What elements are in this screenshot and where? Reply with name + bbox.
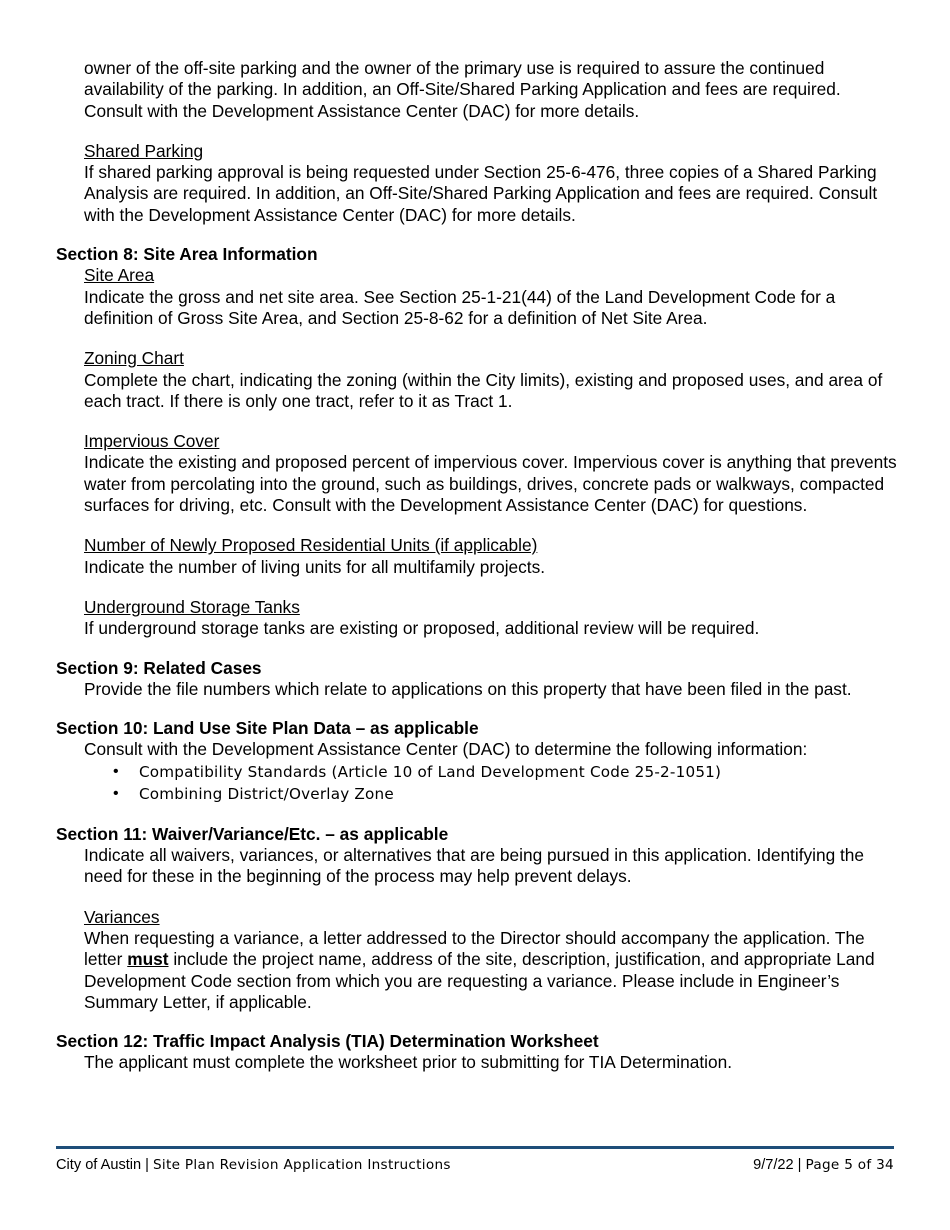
- subheading-residential-units: Number of Newly Proposed Residential Units (if applicable): [84, 535, 538, 556]
- paragraph: The applicant must complete the worksheet prior to submitting for TIA Determination.: [84, 1052, 733, 1073]
- subheading-shared-parking: Shared Parking: [84, 140, 204, 161]
- paragraph: Indicate the existing and proposed percent of impervious cover. Impervious cover is anything that prevents water from percolating into the ground, such as buildings, drives, concrete pads or walkways, compacted surfaces for driving, etc. Consult with the Development Assistance Center (DAC) for questions.: [84, 452, 897, 516]
- footer-separator: |: [797, 1157, 802, 1173]
- section-8-title: Section 8: Site Area Information: [56, 244, 318, 265]
- tia-block: [84, 1052, 902, 1073]
- variance-text-end: include the project name, address of the site, description, justification, and appropriate Land Development Code section from which you are requesting a variance. Please include in Engineer’s Summary Letter, if applicable.: [84, 949, 875, 1012]
- footer-divider: [56, 1146, 894, 1149]
- paragraph: Consult with the Development Assistance Center (DAC) to determine the following information:: [84, 739, 808, 760]
- page-footer: [56, 1155, 894, 1175]
- subheading-zoning-chart: Zoning Chart: [84, 348, 184, 369]
- site-area-block: [84, 265, 902, 329]
- list-item: • Compatibility Standards (Article 10 of Land Development Code 25-2-1051): [113, 761, 902, 784]
- paragraph: [84, 928, 902, 1013]
- waiver-block: [84, 845, 902, 888]
- footer-separator: |: [145, 1157, 149, 1173]
- variance-text-start: When requesting a variance, a letter addressed to the Director should accompany the application. The letter: [84, 927, 865, 970]
- residential-units-block: [84, 535, 902, 578]
- section-12-title: Section 12: Traffic Impact Analysis (TIA) Determination Worksheet: [56, 1031, 599, 1052]
- paragraph: Indicate all waivers, variances, or alternatives that are being pursued in this application. Identifying the need for these in the beginning of the process may help prevent delays.: [84, 845, 865, 887]
- subheading-impervious-cover: Impervious Cover: [84, 431, 220, 452]
- paragraph: Provide the file numbers which relate to applications on this property that have been filed in the past.: [84, 678, 852, 699]
- related-cases-block: [84, 679, 902, 700]
- footer-doc-title: Site Plan Revision Application Instructions: [152, 1157, 451, 1173]
- footer-page-number: Page 5 of 34: [805, 1157, 894, 1173]
- section-9-title: Section 9: Related Cases: [56, 657, 262, 678]
- paragraph: owner of the off-site parking and the owner of the primary use is required to assure the continued availability of the parking. In addition, an Off-Site/Shared Parking Application and fees are required. Consult with the Development Assistance Center (DAC) for more details.: [84, 58, 841, 121]
- offsite-parking-continuation: [84, 58, 902, 122]
- page-content: [56, 58, 902, 1074]
- emphasis-must: must: [127, 949, 169, 970]
- zoning-chart-block: [84, 348, 902, 412]
- footer-right: [753, 1155, 894, 1175]
- land-use-bullet-list: [113, 761, 902, 806]
- shared-parking-block: [84, 141, 902, 226]
- storage-tanks-block: [84, 597, 902, 640]
- paragraph: Complete the chart, indicating the zoning (within the City limits), existing and proposed uses, and area of each tract. If there is only one tract, refer to it as Tract 1.: [84, 369, 883, 411]
- subheading-site-area: Site Area: [84, 265, 155, 286]
- paragraph: Indicate the number of living units for all multifamily projects.: [84, 556, 546, 577]
- footer-org: City of Austin: [56, 1157, 142, 1173]
- section-11-title: Section 11: Waiver/Variance/Etc. – as applicable: [56, 823, 449, 844]
- list-item: • Combining District/Overlay Zone: [113, 783, 902, 806]
- paragraph: If underground storage tanks are existing or proposed, additional review will be required.: [84, 618, 760, 639]
- land-use-block: [84, 739, 902, 760]
- section-10-title: Section 10: Land Use Site Plan Data – as applicable: [56, 718, 479, 739]
- paragraph: Indicate the gross and net site area. See Section 25-1-21(44) of the Land Development Code for a definition of Gross Site Area, and Section 25-8-62 for a definition of Net Site Area.: [84, 286, 836, 328]
- subheading-storage-tanks: Underground Storage Tanks: [84, 596, 300, 617]
- footer-date: 9/7/22: [753, 1157, 794, 1173]
- subheading-variances: Variances: [84, 906, 160, 927]
- variances-block: [84, 907, 902, 1013]
- paragraph: If shared parking approval is being requested under Section 25-6-476, three copies of a Shared Parking Analysis are required. In addition, an Off-Site/Shared Parking Application and fees are required. Consult with the Development Assistance Center (DAC) for more details.: [84, 162, 878, 225]
- impervious-cover-block: [84, 431, 902, 516]
- footer-left: [56, 1155, 451, 1175]
